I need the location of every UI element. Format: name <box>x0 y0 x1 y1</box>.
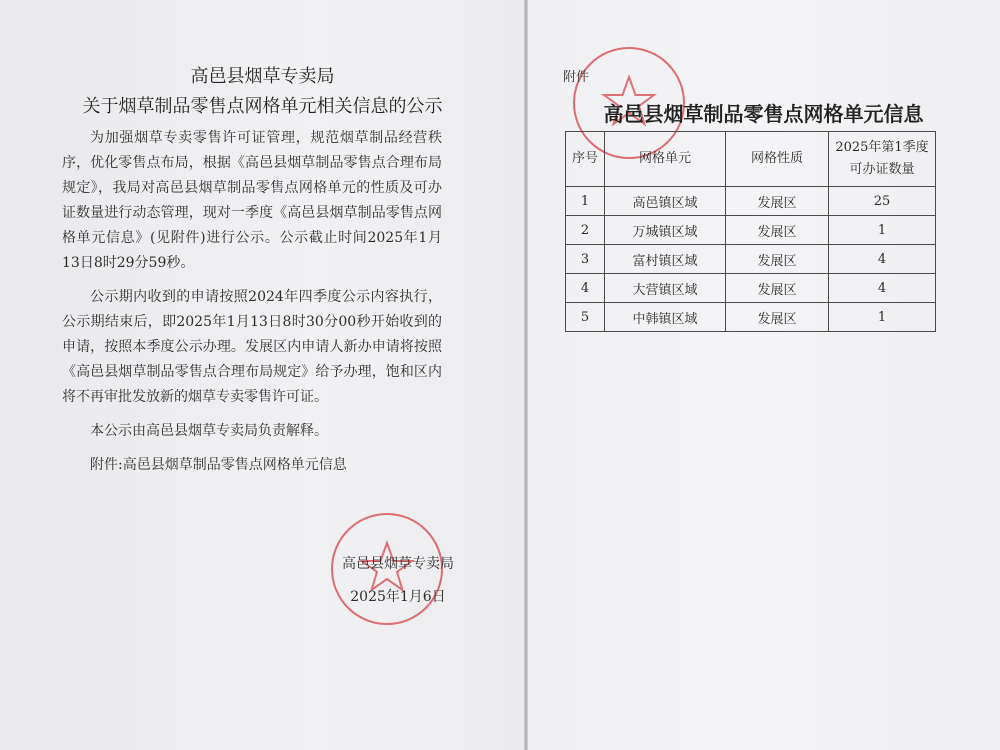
cell-grid-nature: 发展区 <box>726 187 829 216</box>
signature-organization: 高邑县烟草专卖局 <box>342 556 454 572</box>
cell-index: 5 <box>566 303 605 332</box>
header-grid-nature: 网格性质 <box>726 132 829 187</box>
cell-license-quota: 4 <box>829 245 936 274</box>
notice-paragraph-3: 本公示由高邑县烟草专卖局负责解释。 <box>90 423 328 439</box>
header-license-quota: 2025年第1季度可办证数量 <box>829 132 936 187</box>
table-header-row <box>566 132 936 187</box>
cell-grid-unit: 高邑镇区域 <box>605 187 726 216</box>
table-row <box>566 187 936 216</box>
header-index: 序号 <box>566 132 605 187</box>
signature-date: 2025年1月6日 <box>350 589 446 605</box>
notice-body <box>62 126 442 487</box>
cell-index: 4 <box>566 274 605 303</box>
cell-license-quota: 1 <box>829 303 936 332</box>
cell-grid-nature: 发展区 <box>726 245 829 274</box>
cell-grid-unit: 富村镇区域 <box>605 245 726 274</box>
cell-index: 1 <box>566 187 605 216</box>
cell-grid-nature: 发展区 <box>726 274 829 303</box>
cell-grid-unit: 中韩镇区域 <box>605 303 726 332</box>
cell-license-quota: 1 <box>829 216 936 245</box>
cell-grid-unit: 大营镇区域 <box>605 274 726 303</box>
table-row <box>566 245 936 274</box>
table-row <box>566 303 936 332</box>
notice-attachment-line: 附件:高邑县烟草制品零售点网格单元信息 <box>90 457 347 473</box>
attachment-label: 附件 <box>563 70 590 85</box>
cell-index: 2 <box>566 216 605 245</box>
header-grid-unit: 网格单元 <box>605 132 726 187</box>
notice-paragraph-2: 公示期内收到的申请按照2024年四季度公示内容执行，公示期结束后，即2025年1月13日8时30分00秒开始收到的申请，按照本季度公示办理。发展区内申请人新办申请将按照《高邑县烟草制品零售点合理布局规定》给予办理，饱和区内将不再审批发放新的烟草专卖零售许可证。 <box>62 289 442 405</box>
cell-grid-unit: 万城镇区域 <box>605 216 726 245</box>
cell-license-quota: 25 <box>829 187 936 216</box>
table-row <box>566 274 936 303</box>
notice-issuer: 高邑县烟草专卖局 <box>190 66 335 87</box>
attachment-title: 高邑县烟草制品零售点网格单元信息 <box>603 102 924 126</box>
grid-unit-table <box>565 131 936 332</box>
cell-grid-nature: 发展区 <box>726 303 829 332</box>
notice-title: 关于烟草制品零售点网格单元相关信息的公示 <box>82 96 443 117</box>
cell-grid-nature: 发展区 <box>726 216 829 245</box>
table-row <box>566 216 936 245</box>
cell-license-quota: 4 <box>829 274 936 303</box>
cell-index: 3 <box>566 245 605 274</box>
notice-paragraph-1: 为加强烟草专卖零售许可证管理，规范烟草制品经营秩序，优化零售点布局，根据《高邑县烟草制品零售点合理布局规定》，我局对高邑县烟草制品零售点网格单元的性质及可办证数量进行动态管理，现对一季度《高邑县烟草制品零售点网格单元信息》(见附件)进行公示。公示截止时间2025年1月13日8时29分59秒。 <box>62 130 442 271</box>
